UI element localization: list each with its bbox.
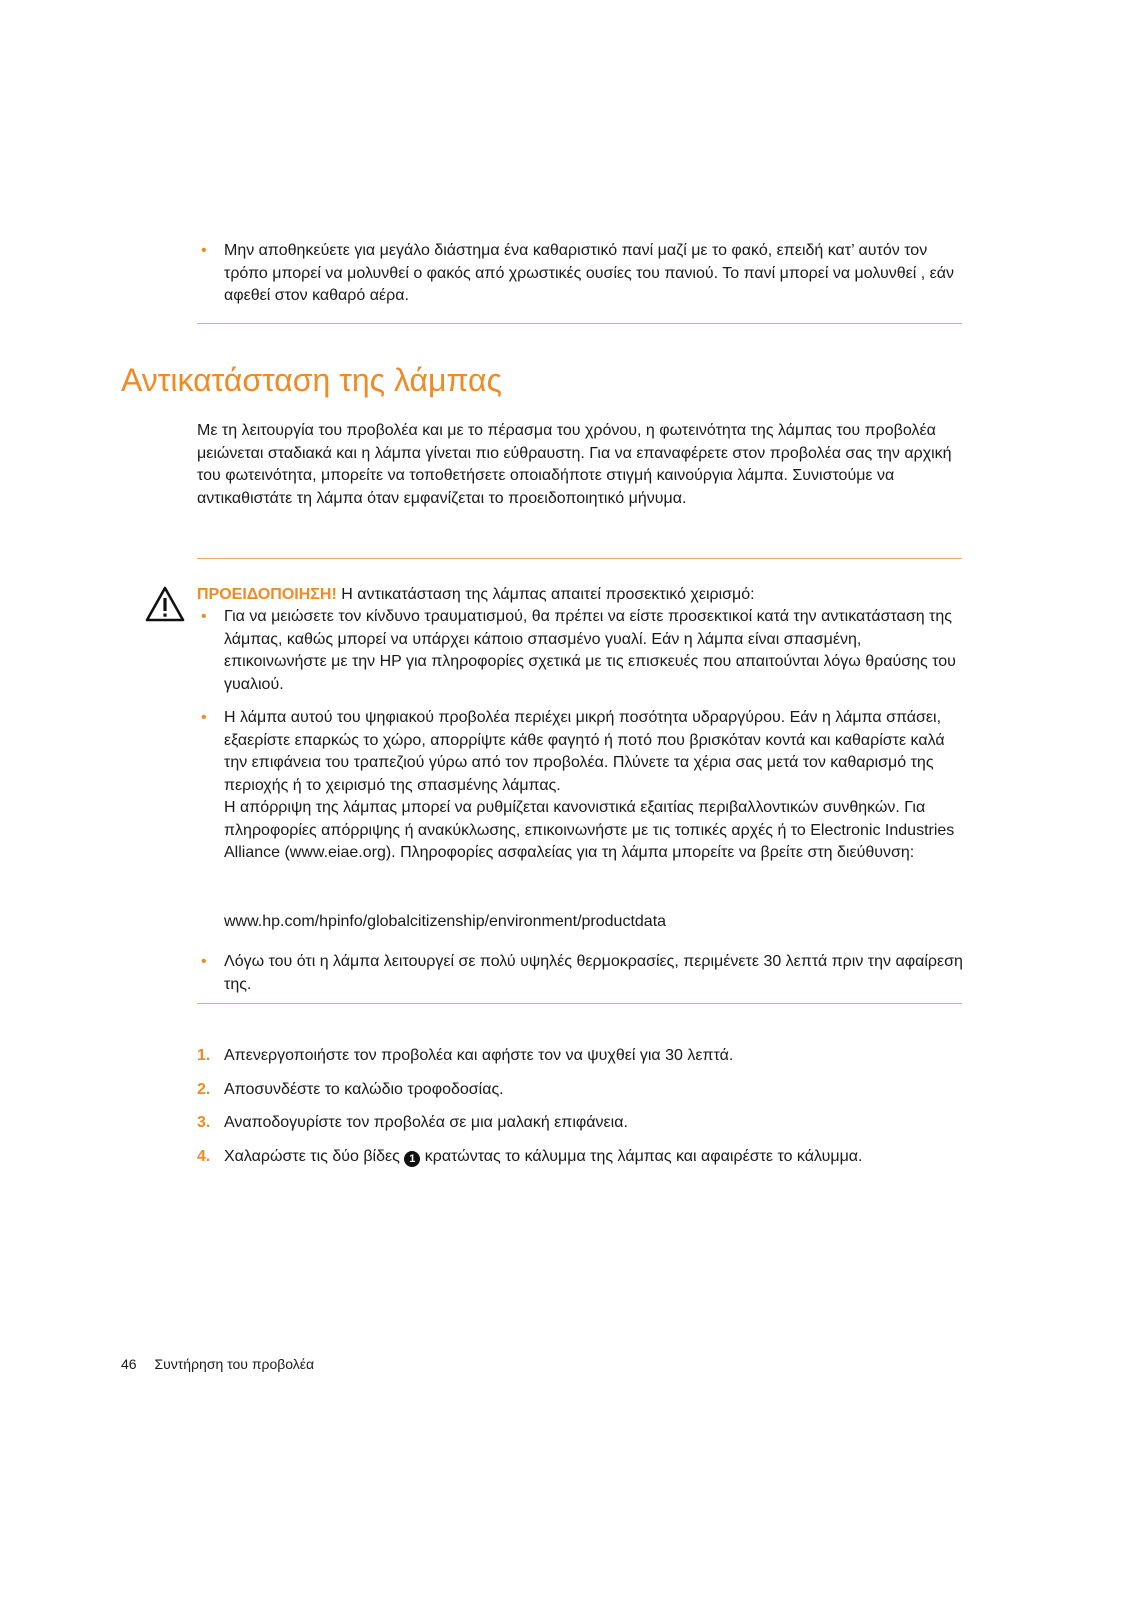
divider-rule [197, 1003, 962, 1004]
step-text: κρατώντας το κάλυμμα της λάμπας και αφαιρέστε το κάλυμμα. [424, 1147, 863, 1165]
page-footer [121, 1356, 314, 1372]
warning-text: Η αντικατάσταση της λάμπας απαιτεί προσεκτικό χειρισμό: [341, 586, 755, 603]
bullet-dot: • [201, 242, 207, 259]
step-text: Απενεργοποιήστε τον προβολέα και αφήστε τον να ψυχθεί για 30 λεπτά. [224, 1047, 734, 1064]
step-item [197, 1112, 977, 1135]
section-title: Αντικατάσταση της λάμπας [121, 362, 502, 398]
bullet-text: Για να μειώσετε τον κίνδυνο τραυματισμού, θα πρέπει να είστε προσεκτικοί κατά την αντικατάσταση της λάμπας, καθώς μπορεί να υπάρχει κάποιο σπασμένο γυαλί. Εάν η λάμπα είναι σπασμένη, επικοινωνήστε με την HP για πληροφορίες σχετικά με τις επισκευές που απαιτούνται λόγω θραύσης του γυαλιού. [224, 608, 956, 693]
list-item [197, 707, 967, 865]
list-item [197, 606, 967, 696]
step-text: Αναποδογυρίστε τον προβολέα σε μια μαλακή επιφάνεια. [224, 1114, 628, 1131]
step-item [197, 1079, 977, 1102]
intro-paragraph: Με τη λειτουργία του προβολέα και με το πέρασμα του χρόνου, η φωτεινότητα της λάμπας του προβολέα μειώνεται σταδιακά και η λάμπα γίνεται πιο εύθραυστη. Για να επαναφέρετε στον προβολέα σας την αρχική του φωτεινότητα, μπορείτε να τοποθετήσετε οποιαδήποτε στιγμή καινούργια λάμπα. Συνιστούμε να αντικαθιστάτε τη λάμπα όταν εμφανίζεται το προειδοποιητικό μήνυμα. [197, 422, 952, 507]
bullet-dot: • [201, 953, 207, 970]
step-item [197, 1146, 977, 1169]
step-item [197, 1045, 977, 1068]
footer-title: Συντήρηση του προβολέα [154, 1356, 315, 1372]
bullet-dot: • [201, 709, 207, 726]
list-item [197, 951, 967, 996]
step-number: 2. [197, 1080, 211, 1098]
warning-bullet-list [197, 606, 967, 865]
warning-bullet-list-2 [197, 951, 967, 996]
divider-rule [197, 323, 962, 324]
warning-triangle-icon [144, 585, 186, 623]
step-number: 4. [197, 1147, 211, 1165]
step-text: Χαλαρώστε τις δύο βίδες [224, 1147, 400, 1165]
disposal-paragraph: Η απόρριψη της λάμπας μπορεί να ρυθμίζεται κανονιστικά εξαιτίας περιβαλλοντικών συνθηκών. Για πληροφορίες απόρριψης ή ανακύκλωσης, επικοινωνήστε με τις τοπικές αρχές ή το Electronic Industries Alliance (www.eiae.org). Πληροφορίες ασφαλείας για τη λάμπα μπορείτε να βρείτε στη διεύθυνση: [224, 799, 955, 861]
list-item [197, 240, 967, 308]
step-text: Αποσυνδέστε το καλώδιο τροφοδοσίας. [224, 1080, 504, 1098]
bullet-text: Μην αποθηκεύετε για μεγάλο διάστημα ένα καθαριστικό πανί μαζί με το φακό, επειδή κατ’ αυτόν τον τρόπο μπορεί να μολυνθεί ο φακός από χρωστικές ουσίες του πανιού. Το πανί μπορεί να μολυνθεί , εάν αφεθεί στον καθαρό αέρα. [224, 242, 954, 304]
bullet-text: Λόγω του ότι η λάμπα λειτουργεί σε πολύ υψηλές θερμοκρασίες, περιμένετε 30 λεπτά πριν την αφαίρεση της. [224, 953, 963, 993]
warning-label: ΠΡΟΕΙΔΟΠΟΙΗΣΗ! [197, 586, 337, 603]
bullet-text: Η λάμπα αυτού του ψηφιακού προβολέα περιέχει μικρή ποσότητα υδραργύρου. Εάν η λάμπα σπάσει, εξαερίστε επαρκώς το χώρο, απορρίψτε κάθε φαγητό ή ποτό που βρισκόταν κοντά και καθαρίστε καλά την επιφάνεια του τραπεζιού γύρω από τον προβολέα. Πλύνετε τα χέρια σας μετά τον καθαρισμό της περιοχής ή το χειρισμό της σπασμένης λάμπας. [224, 709, 945, 794]
divider-rule [197, 558, 962, 559]
step-number: 3. [197, 1114, 211, 1131]
step-number: 1. [197, 1047, 211, 1064]
warning-heading [197, 584, 967, 607]
productdata-url: www.hp.com/hpinfo/globalcitizenship/environment/productdata [224, 913, 667, 930]
callout-number-icon: 1 [404, 1151, 420, 1167]
top-bullet-list [197, 240, 967, 308]
page-number: 46 [121, 1356, 137, 1372]
steps-list [197, 1045, 977, 1179]
bullet-dot: • [201, 608, 207, 625]
